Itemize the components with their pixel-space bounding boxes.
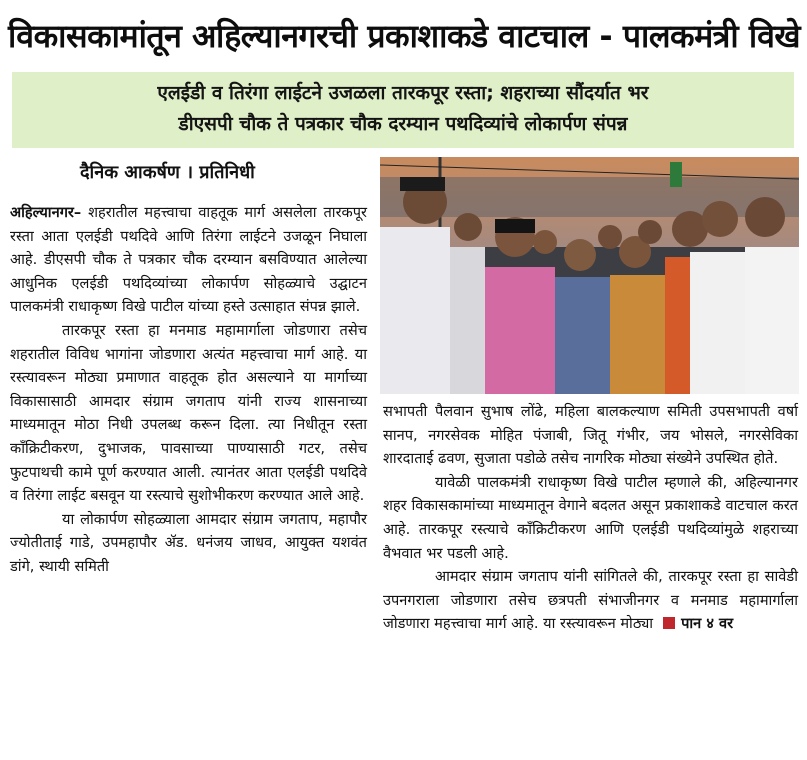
continued-on-page[interactable]: पान ४ वर [681, 615, 734, 633]
article-paragraph-5-text: आमदार संग्राम जगताप यांनी सांगितले की, तारकपूर रस्ता हा सावेडी उपनगराला जोडणारा तसेच छत्रपती संभाजीनगर व मनमाड महामार्गाला जोडणारा महत्त्वाचा मार्ग आहे. या रस्त्यावरून मोठ्या [383, 568, 798, 633]
article-column-left [10, 201, 367, 579]
byline: दैनिक आकर्षण । प्रतिनिधी [80, 162, 255, 183]
news-photo-image [380, 157, 799, 394]
article-paragraph-2: तारकपूर रस्ता हा मनमाड महामार्गाला जोडणारा तसेच शहरातील विविध भागांना जोडणारा अत्यंत महत्त्वाचा मार्ग आहे. या रस्त्यावरून मोठ्या प्रमाणात वाहतूक होत असल्याने या मार्गाच्या विकासासाठी आमदार संग्राम जगताप यांनी राज्य शासनाच्या माध्यमातून मोठा निधी उपलब्ध करून दिला. त्या निधीतून रस्ता काँक्रिटीकरण, दुभाजक, पावसाच्या पाण्यासाठी गटर, तसेच फुटपाथची कामे पूर्ण करण्यात आली. त्यानंतर आता एलईडी पथदिवे व तिरंगा लाईट बसवून या रस्त्याचे सुशोभीकरण करण्यात आले आहे. [10, 321, 367, 505]
news-photo [380, 157, 799, 394]
article-column-right [383, 400, 798, 636]
article-paragraph-4: यावेळी पालकमंत्री राधाकृष्ण विखे पाटील म्हणाले की, अहिल्यानगर शहर विकासकामांच्या माध्यमातून वेगाने बदलत असून प्रकाशाकडे वाटचाल करत आहे. तारकपूर रस्त्याचे काँक्रिटीकरण आणि एलईडी पथदिव्यांमुळे शहराच्या वैभवात भर पडली आहे. [383, 473, 798, 562]
article-paragraph-3-continued-text: सभापती पैलवान सुभाष लोंढे, महिला बालकल्याण समिती उपसभापती वर्षा सानप, नगरसेवक मोहित पंजाबी, जितू गंभीर, जय भोसले, नगरसेविका शारदाताई ढवण, सुजाता पडोळे तसेच नागरिक मोठ्या संख्येने उपस्थित होते. [383, 403, 798, 468]
article-paragraph-5 [383, 565, 798, 636]
article-paragraph-3 [10, 508, 367, 579]
headline: विकासकामांतून अहिल्यानगरची प्रकाशाकडे वाटचाल - पालकमंत्री विखे [8, 17, 801, 55]
subheadline-line-1: एलईडी व तिरंगा लाईटने उजळला तारकपूर रस्ता; शहराच्या सौंदर्यात भर [157, 82, 649, 104]
subheadline-line-2: डीएसपी चौक ते पत्रकार चौक दरम्यान पथदिव्यांचे लोकार्पण संपन्न [178, 113, 628, 135]
article-paragraph-3-text: या लोकार्पण सोहळ्याला आमदार संग्राम जगताप, महापौर ज्योतीताई गाडे, उपमहापौर ॲड. धनंजय जाधव, आयुक्त यशवंत डांगे, स्थायी समिती [10, 510, 367, 575]
continued-marker-icon [663, 617, 675, 629]
subheadline-box [12, 72, 794, 148]
article-paragraph-1-text: शहरातील महत्त्वाचा वाहतूक मार्ग असलेला तारकपूर रस्ता आता एलईडी पथदिवे आणि तिरंगा लाईटने उजळून निघाला आहे. डीएसपी चौक ते पत्रकार चौक दरम्यान बसविण्यात आलेल्या आधुनिक एलईडी पथदिव्यांच्या लोकार्पण सोहळ्याचे उद्घाटन पालकमंत्री राधाकृष्ण विखे पाटील यांच्या हस्ते उत्साहात संपन्न झाले. [10, 204, 367, 316]
article-paragraph-1 [10, 201, 367, 319]
article-paragraph-3-continued [383, 400, 798, 471]
dateline: अहिल्यानगर– [10, 204, 82, 221]
